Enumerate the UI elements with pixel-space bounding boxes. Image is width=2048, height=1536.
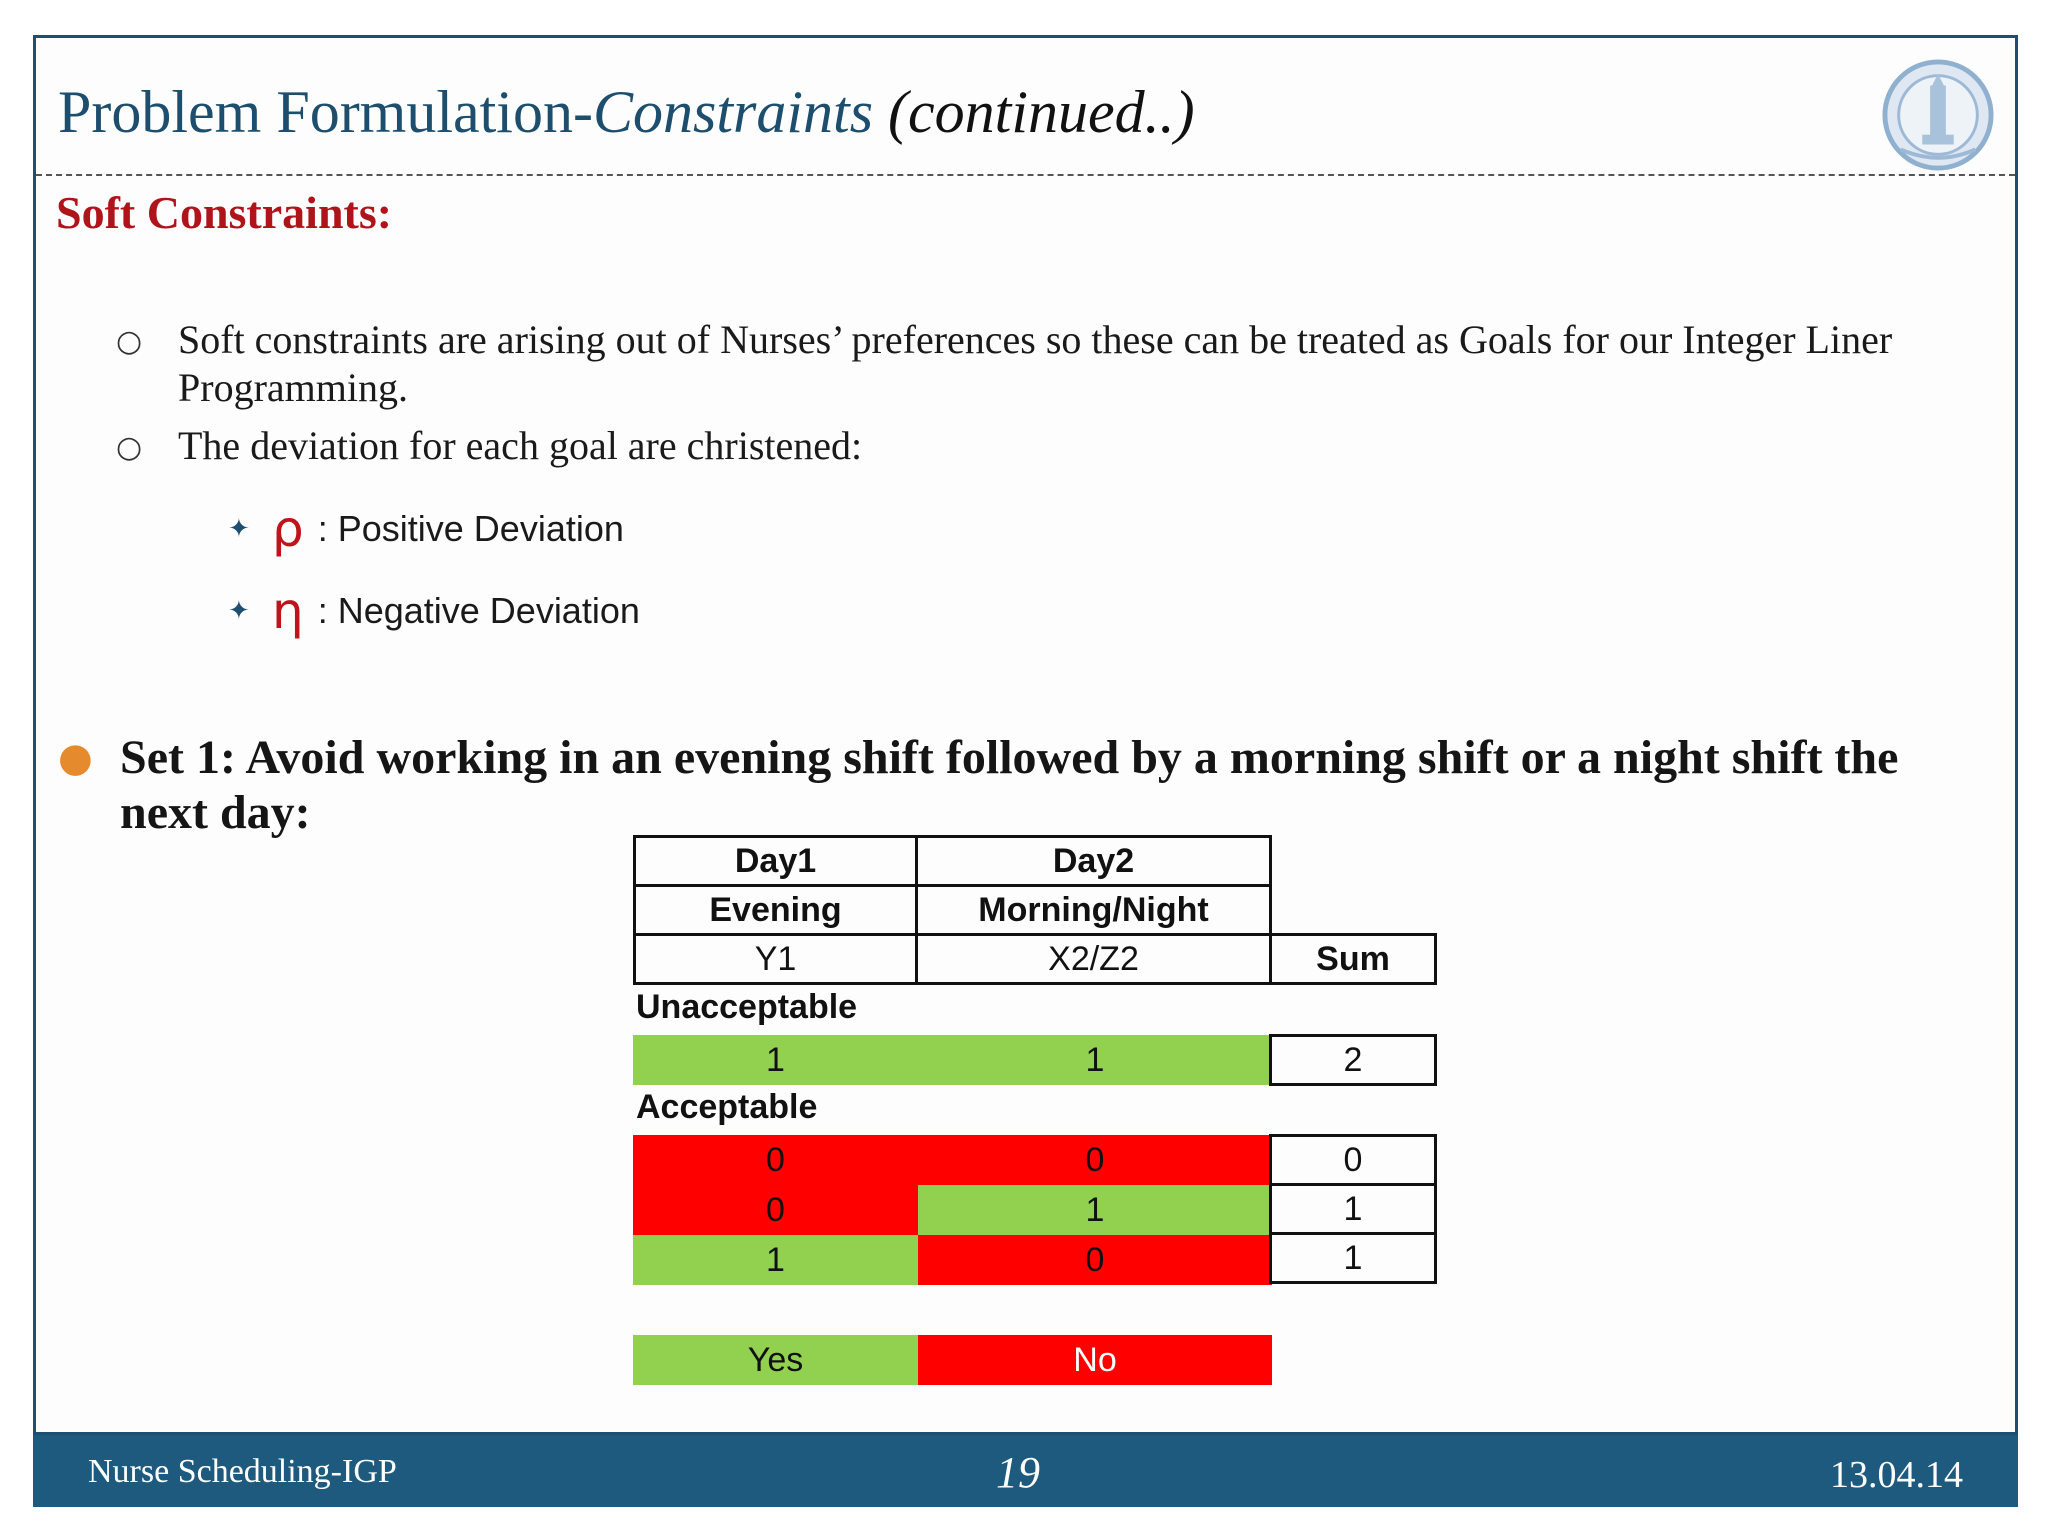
section-title: Soft Constraints: (56, 187, 393, 238)
bullet-list (116, 316, 1996, 482)
acceptable-row2-x2: 1 (918, 1185, 1272, 1235)
deviation-positive (228, 500, 624, 558)
acceptable-row1-sum: 0 (1269, 1134, 1437, 1186)
header-sum: Sum (1269, 933, 1437, 985)
header-morning-night: Morning/Night (915, 884, 1272, 936)
star-bullet-icon: ✦ (228, 596, 250, 626)
footer-bar (33, 1435, 2018, 1507)
set1-bullet (58, 730, 1988, 840)
bullet-text: The deviation for each goal are christened: (178, 423, 863, 468)
deviation-negative (228, 582, 640, 640)
institute-logo-icon (1879, 56, 1997, 174)
unacceptable-x2: 1 (918, 1035, 1272, 1085)
acceptable-row1-y1: 0 (633, 1135, 918, 1185)
acceptable-row2-y1: 0 (633, 1185, 918, 1235)
circle-bullet-icon: ○ (116, 324, 143, 359)
list-item (116, 316, 1996, 412)
slide (33, 35, 2018, 1435)
header-evening: Evening (633, 884, 918, 936)
circle-bullet-icon: ○ (116, 430, 143, 465)
acceptable-row3-sum: 1 (1269, 1232, 1437, 1284)
title-divider (36, 174, 2015, 176)
footer-date: 13.04.14 (1830, 1454, 1963, 1496)
rho-symbol: ρ (272, 500, 304, 558)
unacceptable-sum: 2 (1269, 1034, 1437, 1086)
acceptable-row3-x2: 0 (918, 1235, 1272, 1285)
legend-yes: Yes (633, 1335, 918, 1385)
acceptable-label: Acceptable (636, 1088, 818, 1126)
title-main: Problem Formulation- (58, 79, 593, 145)
slide-title (58, 78, 1195, 147)
title-continued: (continued..) (873, 79, 1195, 145)
header-day2: Day2 (915, 835, 1272, 887)
orange-bullet-icon: ● (58, 735, 93, 781)
header-y1: Y1 (633, 933, 918, 985)
header-day1: Day1 (633, 835, 918, 887)
unacceptable-label: Unacceptable (636, 988, 858, 1026)
acceptable-row3-y1: 1 (633, 1235, 918, 1285)
deviation-label: : Positive Deviation (317, 508, 624, 549)
list-item (116, 422, 1996, 472)
unacceptable-y1: 1 (633, 1035, 918, 1085)
bullet-text: Soft constraints are arising out of Nurses’ preferences so these can be treated as Goals for our Integer Liner Programming. (178, 317, 1893, 410)
set1-text: Set 1: Avoid working in an evening shift followed by a morning shift or a night shift the next day: (120, 731, 1899, 839)
legend-no: No (918, 1335, 1272, 1385)
page-number: 19 (996, 1448, 1040, 1497)
footer-project-name: Nurse Scheduling-IGP (88, 1453, 397, 1490)
header-x2-z2: X2/Z2 (915, 933, 1272, 985)
deviation-label: : Negative Deviation (317, 590, 640, 631)
eta-symbol: η (272, 582, 304, 640)
title-italic: Constraints (592, 79, 874, 145)
acceptable-row1-x2: 0 (918, 1135, 1272, 1185)
star-bullet-icon: ✦ (228, 514, 250, 544)
acceptable-row2-sum: 1 (1269, 1183, 1437, 1235)
